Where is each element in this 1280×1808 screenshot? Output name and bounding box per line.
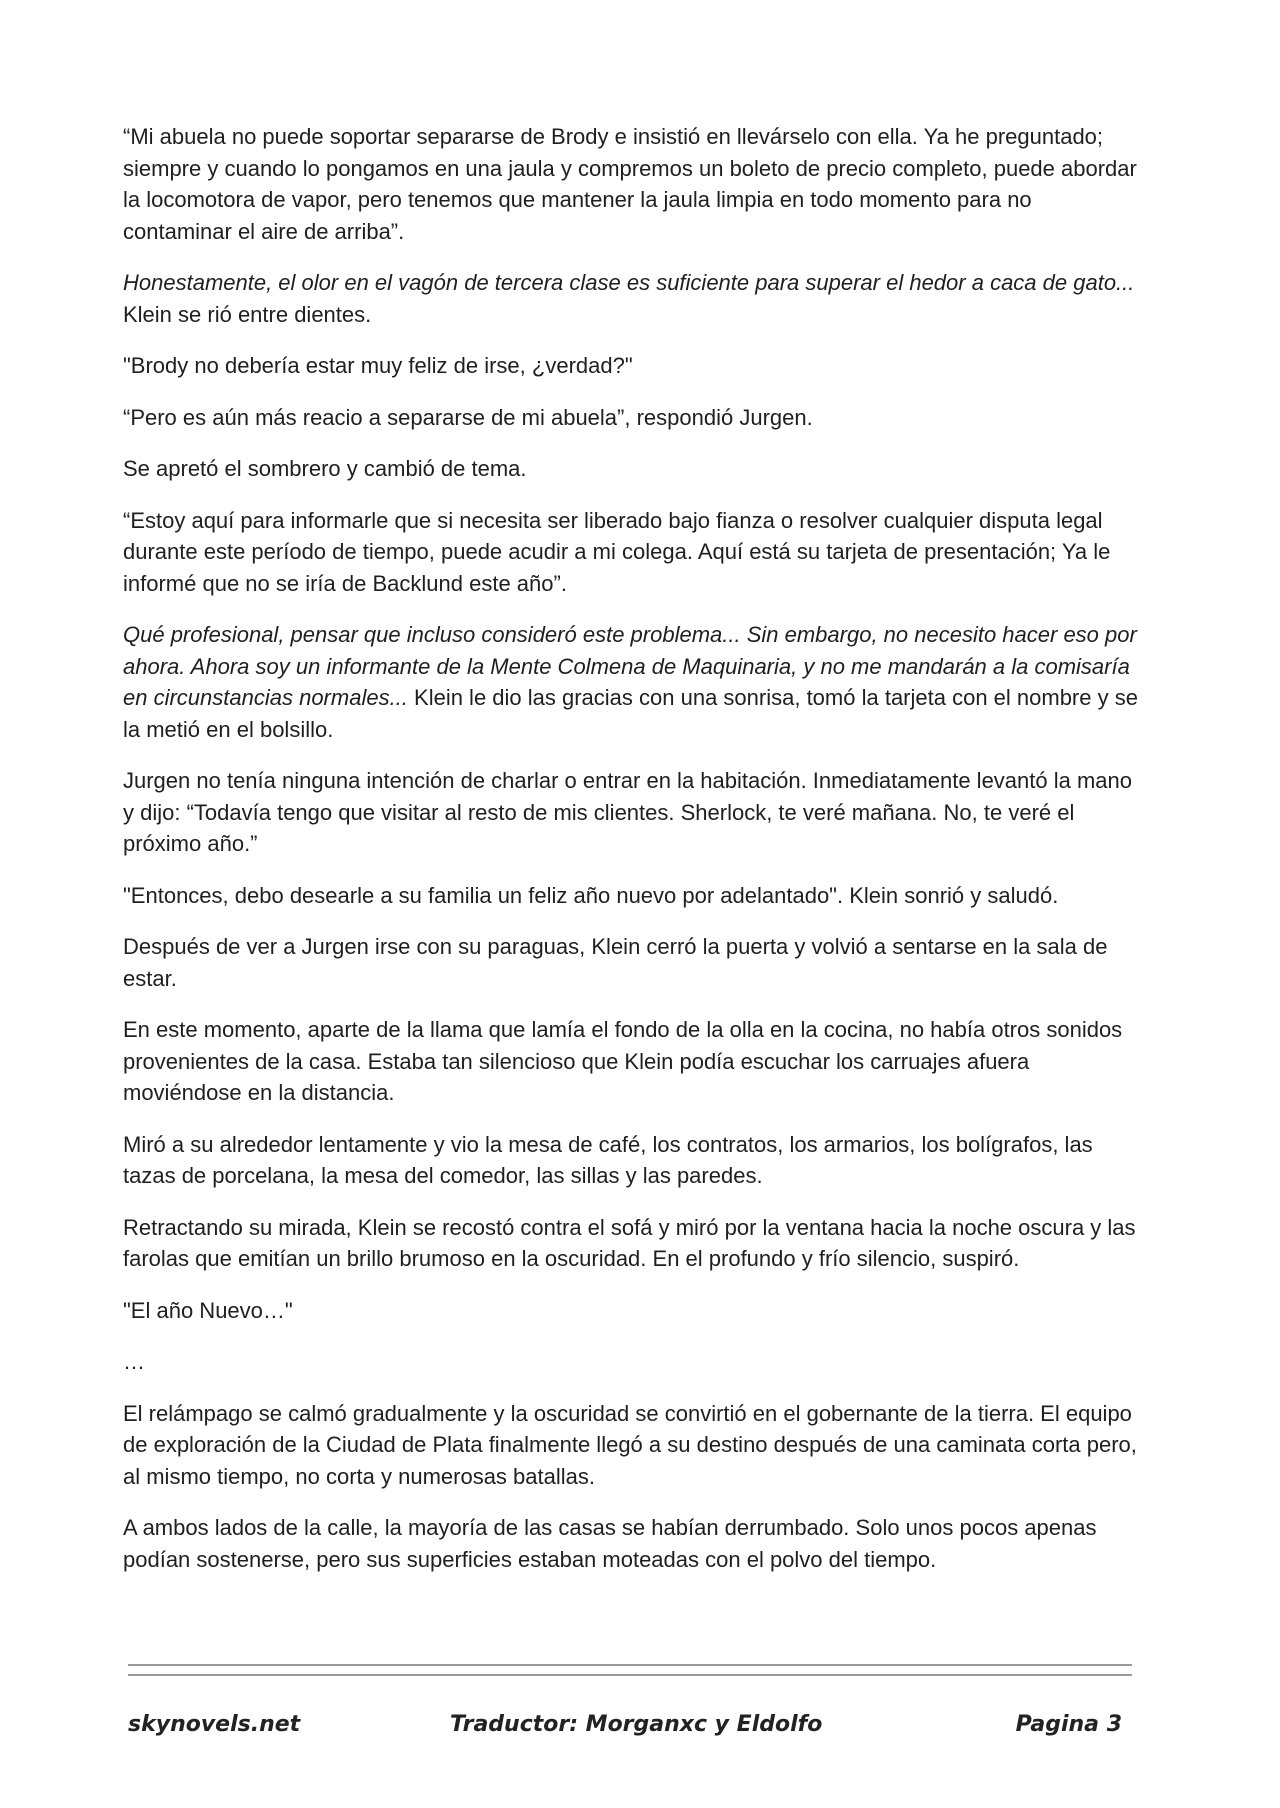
paragraph-italic-text: Honestamente, el olor en el vagón de tercera clase es suficiente para superar el hedor a caca de gato...: [123, 270, 1135, 295]
paragraph: [123, 619, 1143, 745]
paragraph-text: "Brody no debería estar muy feliz de irse, ¿verdad?": [123, 353, 633, 378]
paragraph-text: “Estoy aquí para informarle que si necesita ser liberado bajo fianza o resolver cualquier disputa legal durante este período de tiempo, puede acudir a mi colega. Aquí está su tarjeta de presentación; Ya le informé que no se iría de Backlund este año”.: [123, 507, 1111, 596]
paragraph: [123, 453, 1143, 485]
footer-page-number: Pagina 3: [1015, 1712, 1122, 1737]
footer-site-name: skynovels.net: [128, 1712, 301, 1737]
paragraph-text: "Entonces, debo desearle a su familia un feliz año nuevo por adelantado". Klein sonrió y saludó.: [123, 882, 1059, 908]
footer-divider: [128, 1664, 1132, 1678]
paragraph-text: “Mi abuela no puede soportar separarse de Brody e insistió en llevárselo con ella. Ya he preguntado; siempre y cuando lo pongamos en una jaula y compremos un boleto de precio completo, puede abordar la locomotora de vapor, pero tenemos que mantener la jaula limpia en todo momento para no contaminar el aire de arriba”.: [123, 124, 1137, 244]
paragraph-text: “Pero es aún más reacio a separarse de mi abuela”, respondió Jurgen.: [123, 404, 813, 430]
paragraph: [123, 880, 1143, 912]
footer-divider-line-bottom: [128, 1674, 1132, 1676]
paragraph: [123, 505, 1143, 600]
paragraph-text: A ambos lados de la calle, la mayoría de las casas se habían derrumbado. Solo unos pocos apenas podían sostenerse, pero sus superficies estaban moteadas con el polvo del tiempo.: [123, 1515, 1097, 1572]
paragraph-text: Miró a su alrededor lentamente y vio la mesa de café, los contratos, los armarios, los bolígrafos, las tazas de porcelana, la mesa del comedor, las sillas y las paredes.: [123, 1131, 1093, 1188]
paragraph-text: El relámpago se calmó gradualmente y la oscuridad se convirtió en el gobernante de la tierra. El equipo de exploración de la Ciudad de Plata finalmente llegó a su destino después de una caminata corta pero, al mismo tiempo, no corta y numerosas batallas.: [123, 1400, 1137, 1489]
paragraph: [123, 350, 1143, 382]
paragraph-text: Jurgen no tenía ninguna intención de charlar o entrar en la habitación. Inmediatamente levantó la mano y dijo: “Todavía tengo que visitar al resto de mis clientes. Sherlock, te veré mañana. No, te veré el próximo año.”: [123, 768, 1133, 856]
paragraph: [123, 1212, 1143, 1275]
footer-translator-credit: Traductor: Morganxc y Eldolfo: [450, 1712, 823, 1737]
paragraph: [123, 1398, 1143, 1493]
paragraph-text: …: [123, 1349, 145, 1374]
body-text: [123, 121, 1143, 1595]
paragraph-italic-text: Qué profesional, pensar que incluso consideró este problema... Sin embargo, no necesito hacer eso por ahora. Ahora soy un informante de la Mente Colmena de Maquinaria, y no me mandarán a la comisaría en circunstancias normales...: [123, 622, 1137, 710]
paragraph-text: "El año Nuevo…": [123, 1297, 293, 1323]
paragraph: [123, 267, 1143, 330]
paragraph-text: Klein se rió entre dientes.: [123, 301, 372, 327]
paragraph: [123, 1512, 1143, 1575]
footer-divider-line-top: [128, 1664, 1132, 1666]
paragraph: [123, 765, 1143, 860]
paragraph-text: Después de ver a Jurgen irse con su paraguas, Klein cerró la puerta y volvió a sentarse en la sala de estar.: [123, 934, 1108, 991]
paragraph: [123, 931, 1143, 994]
paragraph: [123, 402, 1143, 434]
paragraph-text: En este momento, aparte de la llama que lamía el fondo de la olla en la cocina, no había otros sonidos provenientes de la casa. Estaba tan silencioso que Klein podía escuchar los carruajes afuera moviéndose en la distancia.: [123, 1017, 1123, 1105]
paragraph: [123, 1129, 1143, 1192]
paragraph-text: Klein le dio las gracias con una sonrisa, tomó la tarjeta con el nombre y se la metió en el bolsillo.: [123, 685, 1138, 742]
paragraph: [123, 121, 1143, 247]
paragraph-text: Se apretó el sombrero y cambió de tema.: [123, 456, 527, 481]
page-footer: [128, 1712, 1132, 1746]
paragraph: [123, 1346, 1143, 1378]
paragraph-text: Retractando su mirada, Klein se recostó contra el sofá y miró por la ventana hacia la noche oscura y las farolas que emitían un brillo brumoso en la oscuridad. En el profundo y frío silencio, suspiró.: [123, 1214, 1136, 1271]
paragraph: [123, 1295, 1143, 1327]
paragraph: [123, 1014, 1143, 1109]
